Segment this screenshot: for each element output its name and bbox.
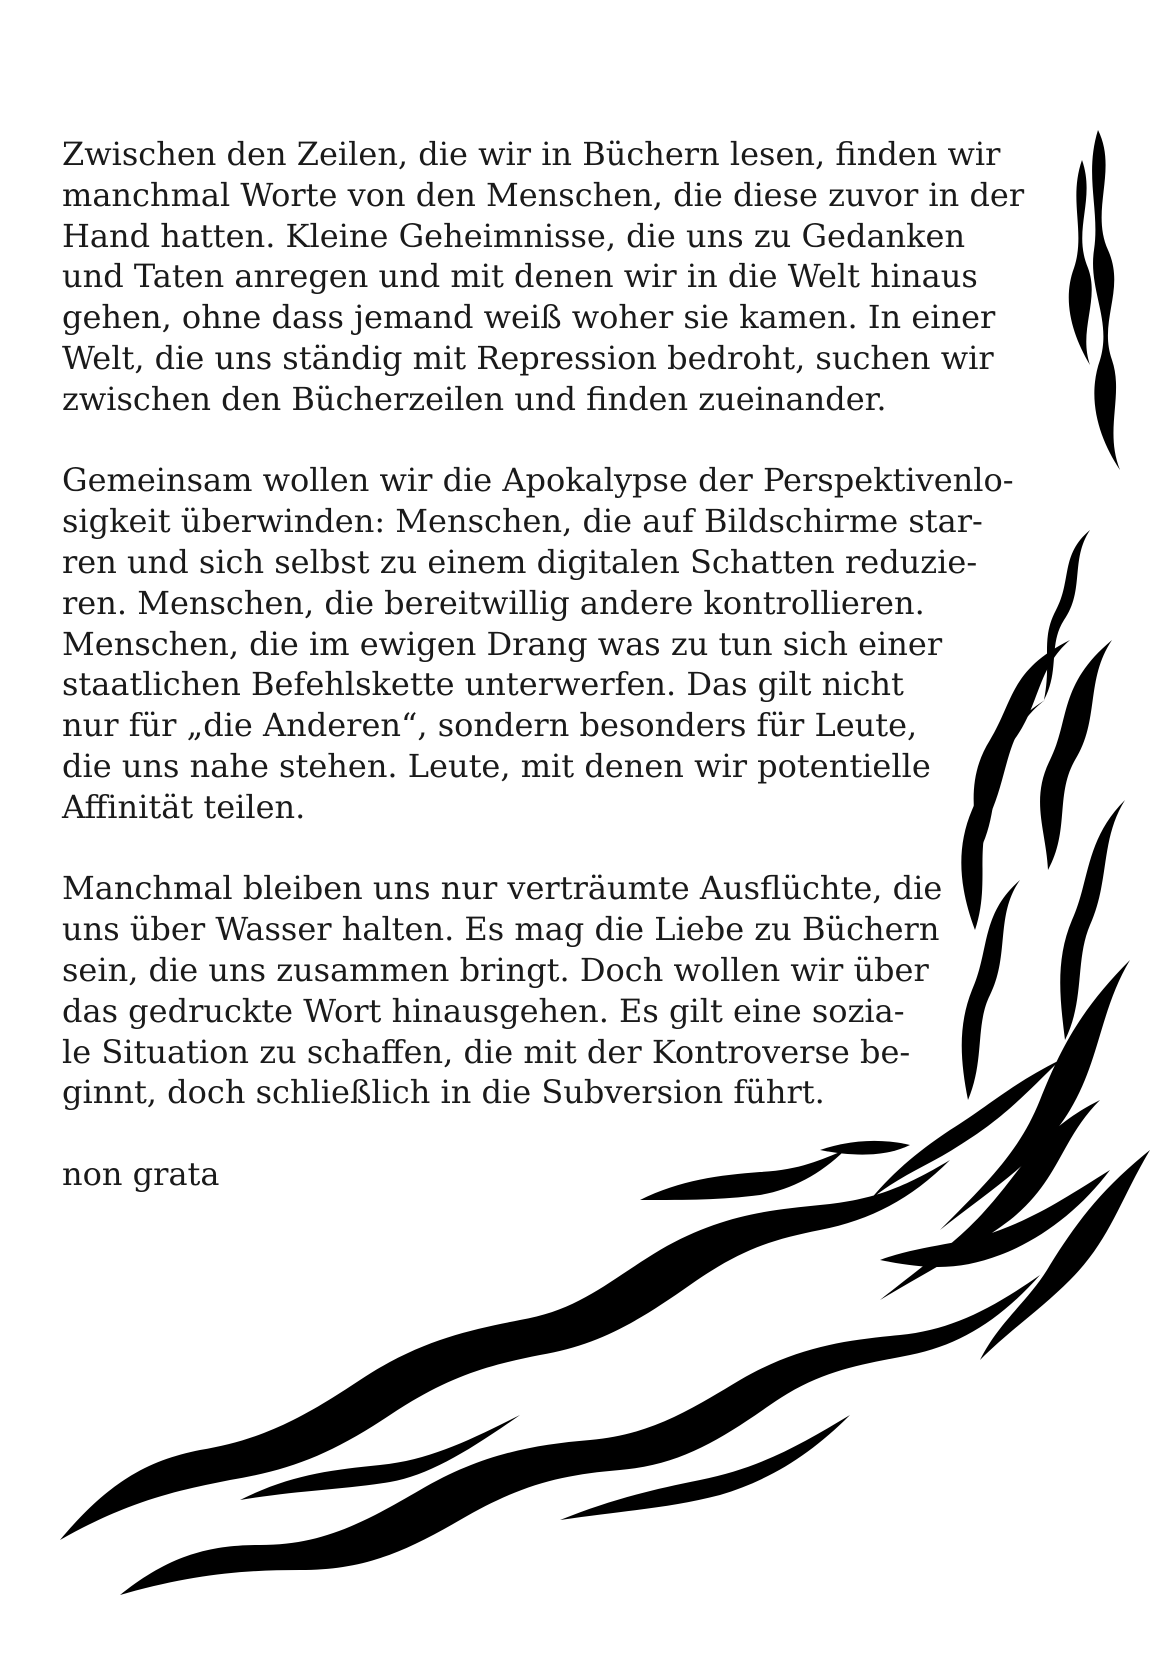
text-line: uns über Wasser halten. Es mag die Liebe zu Büchern (62, 910, 940, 949)
text-line: Menschen, die im ewigen Drang was zu tun sich einer (62, 624, 943, 663)
text-line: und Taten anregen und mit denen wir in die Welt hinaus (62, 257, 978, 296)
flame-wave-icon (820, 1141, 910, 1155)
text-line: staatlichen Befehlskette unterwerfen. Das gilt nicht (62, 665, 904, 704)
text-line: Hand hatten. Kleine Geheimnisse, die uns zu Gedanken (62, 216, 966, 255)
text-line: ginnt, doch schließlich in die Subversion führt. (62, 1073, 825, 1112)
text-line: Affinität teilen. (62, 787, 306, 826)
text-line: Gemeinsam wollen wir die Apokalypse der Perspektivenlo- (62, 461, 1014, 500)
text-line: Welt, die uns ständig mit Repression bedroht, suchen wir (62, 338, 994, 377)
text-line: le Situation zu schaffen, die mit der Kontroverse be- (62, 1032, 911, 1071)
flame-strand-icon (1092, 130, 1120, 470)
text-line: ren und sich selbst zu einem digitalen Schatten reduzie- (62, 542, 978, 581)
flame-wave-icon (640, 1150, 845, 1200)
flame-strand-icon (1069, 160, 1092, 365)
text-line: die uns nahe stehen. Leute, mit denen wir potentielle (62, 746, 931, 785)
text-line: Manchmal bleiben uns nur verträumte Ausflüchte, die (62, 869, 943, 908)
text-line: ren. Menschen, die bereitwillig andere kontrollieren. (62, 583, 925, 622)
signature: non grata (62, 1154, 220, 1193)
text-line: zwischen den Bücherzeilen und finden zueinander. (62, 379, 887, 418)
text-line: manchmal Worte von den Menschen, die diese zuvor in der (62, 175, 1025, 214)
flame-ornament-group (60, 130, 1150, 1595)
text-line: sein, die uns zusammen bringt. Doch wollen wir über (62, 950, 929, 989)
text-line: nur für „die Anderen“, sondern besonders für Leute, (62, 706, 918, 745)
text-line: das gedruckte Wort hinausgehen. Es gilt eine sozia- (62, 991, 905, 1030)
text-line: gehen, ohne dass jemand weiß woher sie kamen. In einer (62, 298, 996, 337)
text-line: sigkeit überwinden: Menschen, die auf Bildschirme star- (62, 502, 983, 541)
flame-strand-icon (980, 1150, 1150, 1360)
text-line: Zwischen den Zeilen, die wir in Büchern lesen, finden wir (62, 135, 1001, 173)
